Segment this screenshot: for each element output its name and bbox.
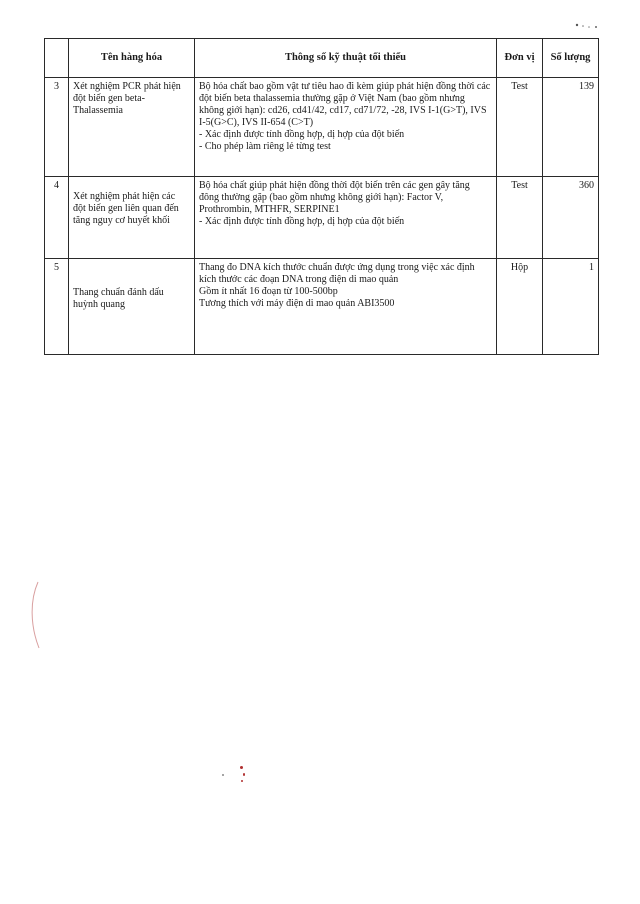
spec-line: Bộ hóa chất giúp phát hiện đồng thời đột biến trên các gen gây tăng đông thường gặp (bao gồm nhưng không giới hạn): Factor V, Prothrombin, MTHFR, SERPINE1 xyxy=(199,180,470,215)
ink-speck xyxy=(240,766,243,769)
spec-line: Thang đo DNA kích thước chuẩn được ứng dụng trong việc xác định kích thước các đoạn DNA trong điện di mao quản xyxy=(199,262,475,285)
ink-speck xyxy=(241,780,243,782)
row-spec xyxy=(195,177,497,259)
spec-line: - Xác định được tính đồng hợp, dị hợp của đột biến xyxy=(199,216,405,227)
ink-speck xyxy=(222,774,224,776)
row-product-name: Xét nghiệm PCR phát hiện đột biến gen beta-Thalassemia xyxy=(69,78,195,177)
page-edge-mark-icon xyxy=(28,580,42,650)
row-quantity: 1 xyxy=(543,259,599,355)
header-stt xyxy=(45,39,69,78)
header-product-name: Tên hàng hóa xyxy=(69,39,195,78)
specification-table xyxy=(44,38,599,355)
row-stt: 3 xyxy=(45,78,69,177)
spec-line: - Xác định được tính đồng hợp, dị hợp của đột biến xyxy=(199,129,405,140)
row-product-name: Thang chuẩn đánh dấu huỳnh quang xyxy=(69,259,195,355)
table-row xyxy=(45,259,599,355)
table-row xyxy=(45,177,599,259)
row-stt: 5 xyxy=(45,259,69,355)
row-spec xyxy=(195,259,497,355)
ink-speck xyxy=(243,773,245,776)
table-row xyxy=(45,78,599,177)
scan-artifact-icon xyxy=(574,22,600,30)
row-product-name: Xét nghiệm phát hiện các đột biến gen liên quan đến tăng nguy cơ huyết khối xyxy=(69,177,195,259)
row-unit: Test xyxy=(497,177,543,259)
row-quantity: 139 xyxy=(543,78,599,177)
row-quantity: 360 xyxy=(543,177,599,259)
row-spec xyxy=(195,78,497,177)
spec-line: Tương thích với máy điện di mao quản ABI3500 xyxy=(199,298,395,309)
row-unit: Hộp xyxy=(497,259,543,355)
table-header-row xyxy=(45,39,599,78)
row-stt: 4 xyxy=(45,177,69,259)
header-quantity: Số lượng xyxy=(543,39,599,78)
spec-line: Bộ hóa chất bao gồm vật tư tiêu hao đi kèm giúp phát hiện đồng thời các đột biến beta thalassemia thường gặp ở Việt Nam (bao gồm nhưng không giới hạn): cd26, cd41/42, cd17, cd71/72, -28, IVS I-1(G>T), IVS I-5(G>C), IVS II-654 (C>T) xyxy=(199,81,491,128)
header-spec: Thông số kỹ thuật tối thiểu xyxy=(195,39,497,78)
spec-line: - Cho phép làm riêng lẻ từng test xyxy=(199,141,331,152)
row-unit: Test xyxy=(497,78,543,177)
spec-line: Gồm ít nhất 16 đoạn từ 100-500bp xyxy=(199,286,338,297)
header-unit: Đơn vị xyxy=(497,39,543,78)
